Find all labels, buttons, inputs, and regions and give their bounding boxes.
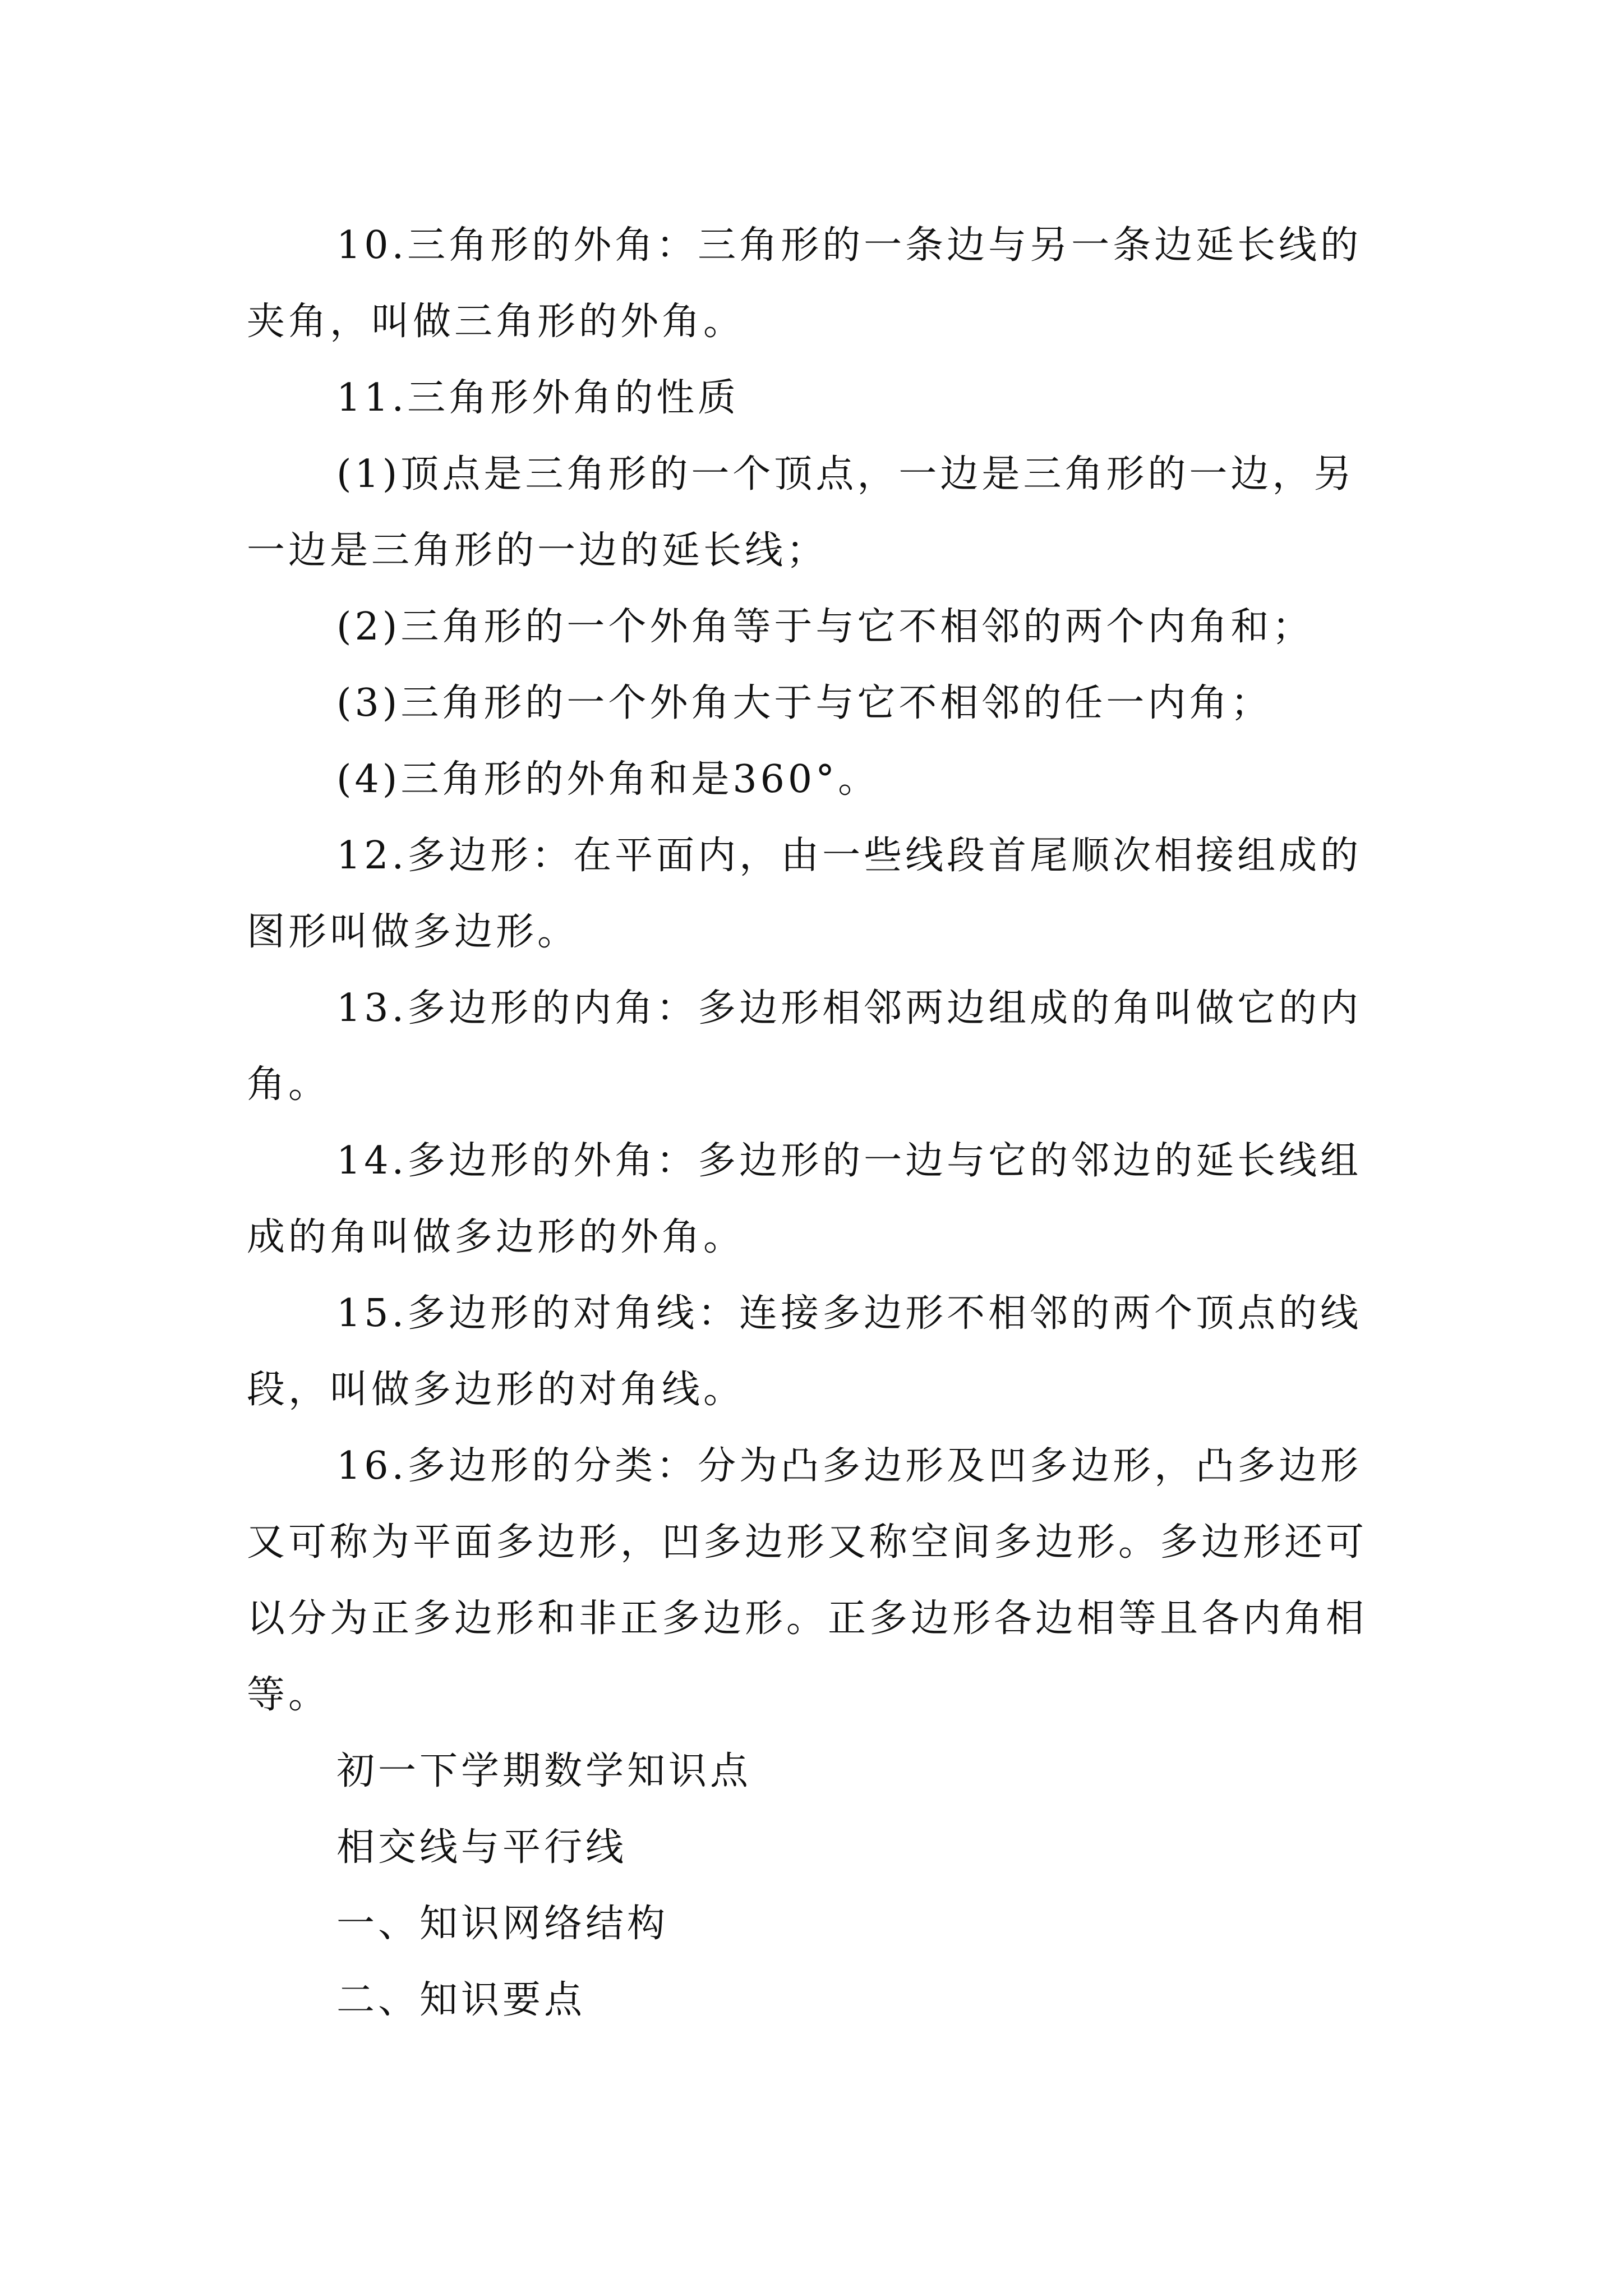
paragraph-property-3: (3)三角形的一个外角大于与它不相邻的任一内角；	[336, 681, 1272, 725]
paragraph-exterior-angle-properties-heading: 11.三角形外角的性质	[336, 376, 740, 420]
section-title-lines: 相交线与平行线	[336, 1825, 628, 1870]
paragraph-property-2: (2)三角形的一个外角等于与它不相邻的两个内角和；	[336, 605, 1314, 649]
paragraph-polygon-interior-angle: 13.多边形的内角：多边形相邻两边组成的角叫做它的内角。	[247, 986, 1362, 1107]
paragraph-polygon-diagonal: 15.多边形的对角线：连接多边形不相邻的两个顶点的线段，叫做多边形的对角线。	[247, 1291, 1362, 1412]
section-heading-knowledge-structure: 一、知识网络结构	[336, 1902, 669, 1946]
paragraph-polygon-classification: 16.多边形的分类：分为凸多边形及凹多边形，凸多边形又可称为平面多边形，凹多边形又称空间多边形。多边形还可以分为正多边形和非正多边形。正多边形各边相等且各内角相等。	[247, 1444, 1368, 1717]
section-heading-knowledge-points: 二、知识要点	[336, 1978, 586, 2022]
paragraph-property-4: (4)三角形的外角和是360°。	[336, 757, 880, 802]
paragraph-polygon-definition: 12.多边形：在平面内，由一些线段首尾顺次相接组成的图形叫做多边形。	[247, 834, 1362, 954]
paragraph-polygon-exterior-angle: 14.多边形的外角：多边形的一边与它的邻边的延长线组成的角叫做多边形的外角。	[247, 1139, 1362, 1259]
paragraph-exterior-angle-definition: 10.三角形的外角：三角形的一条边与另一条边延长线的夹角，叫做三角形的外角。	[247, 223, 1362, 344]
paragraph-property-1: (1)顶点是三角形的一个顶点，一边是三角形的一边，另一边是三角形的一边的延长线；	[247, 452, 1355, 573]
section-title-semester: 初一下学期数学知识点	[336, 1749, 752, 1793]
document-body	[247, 208, 1382, 2039]
